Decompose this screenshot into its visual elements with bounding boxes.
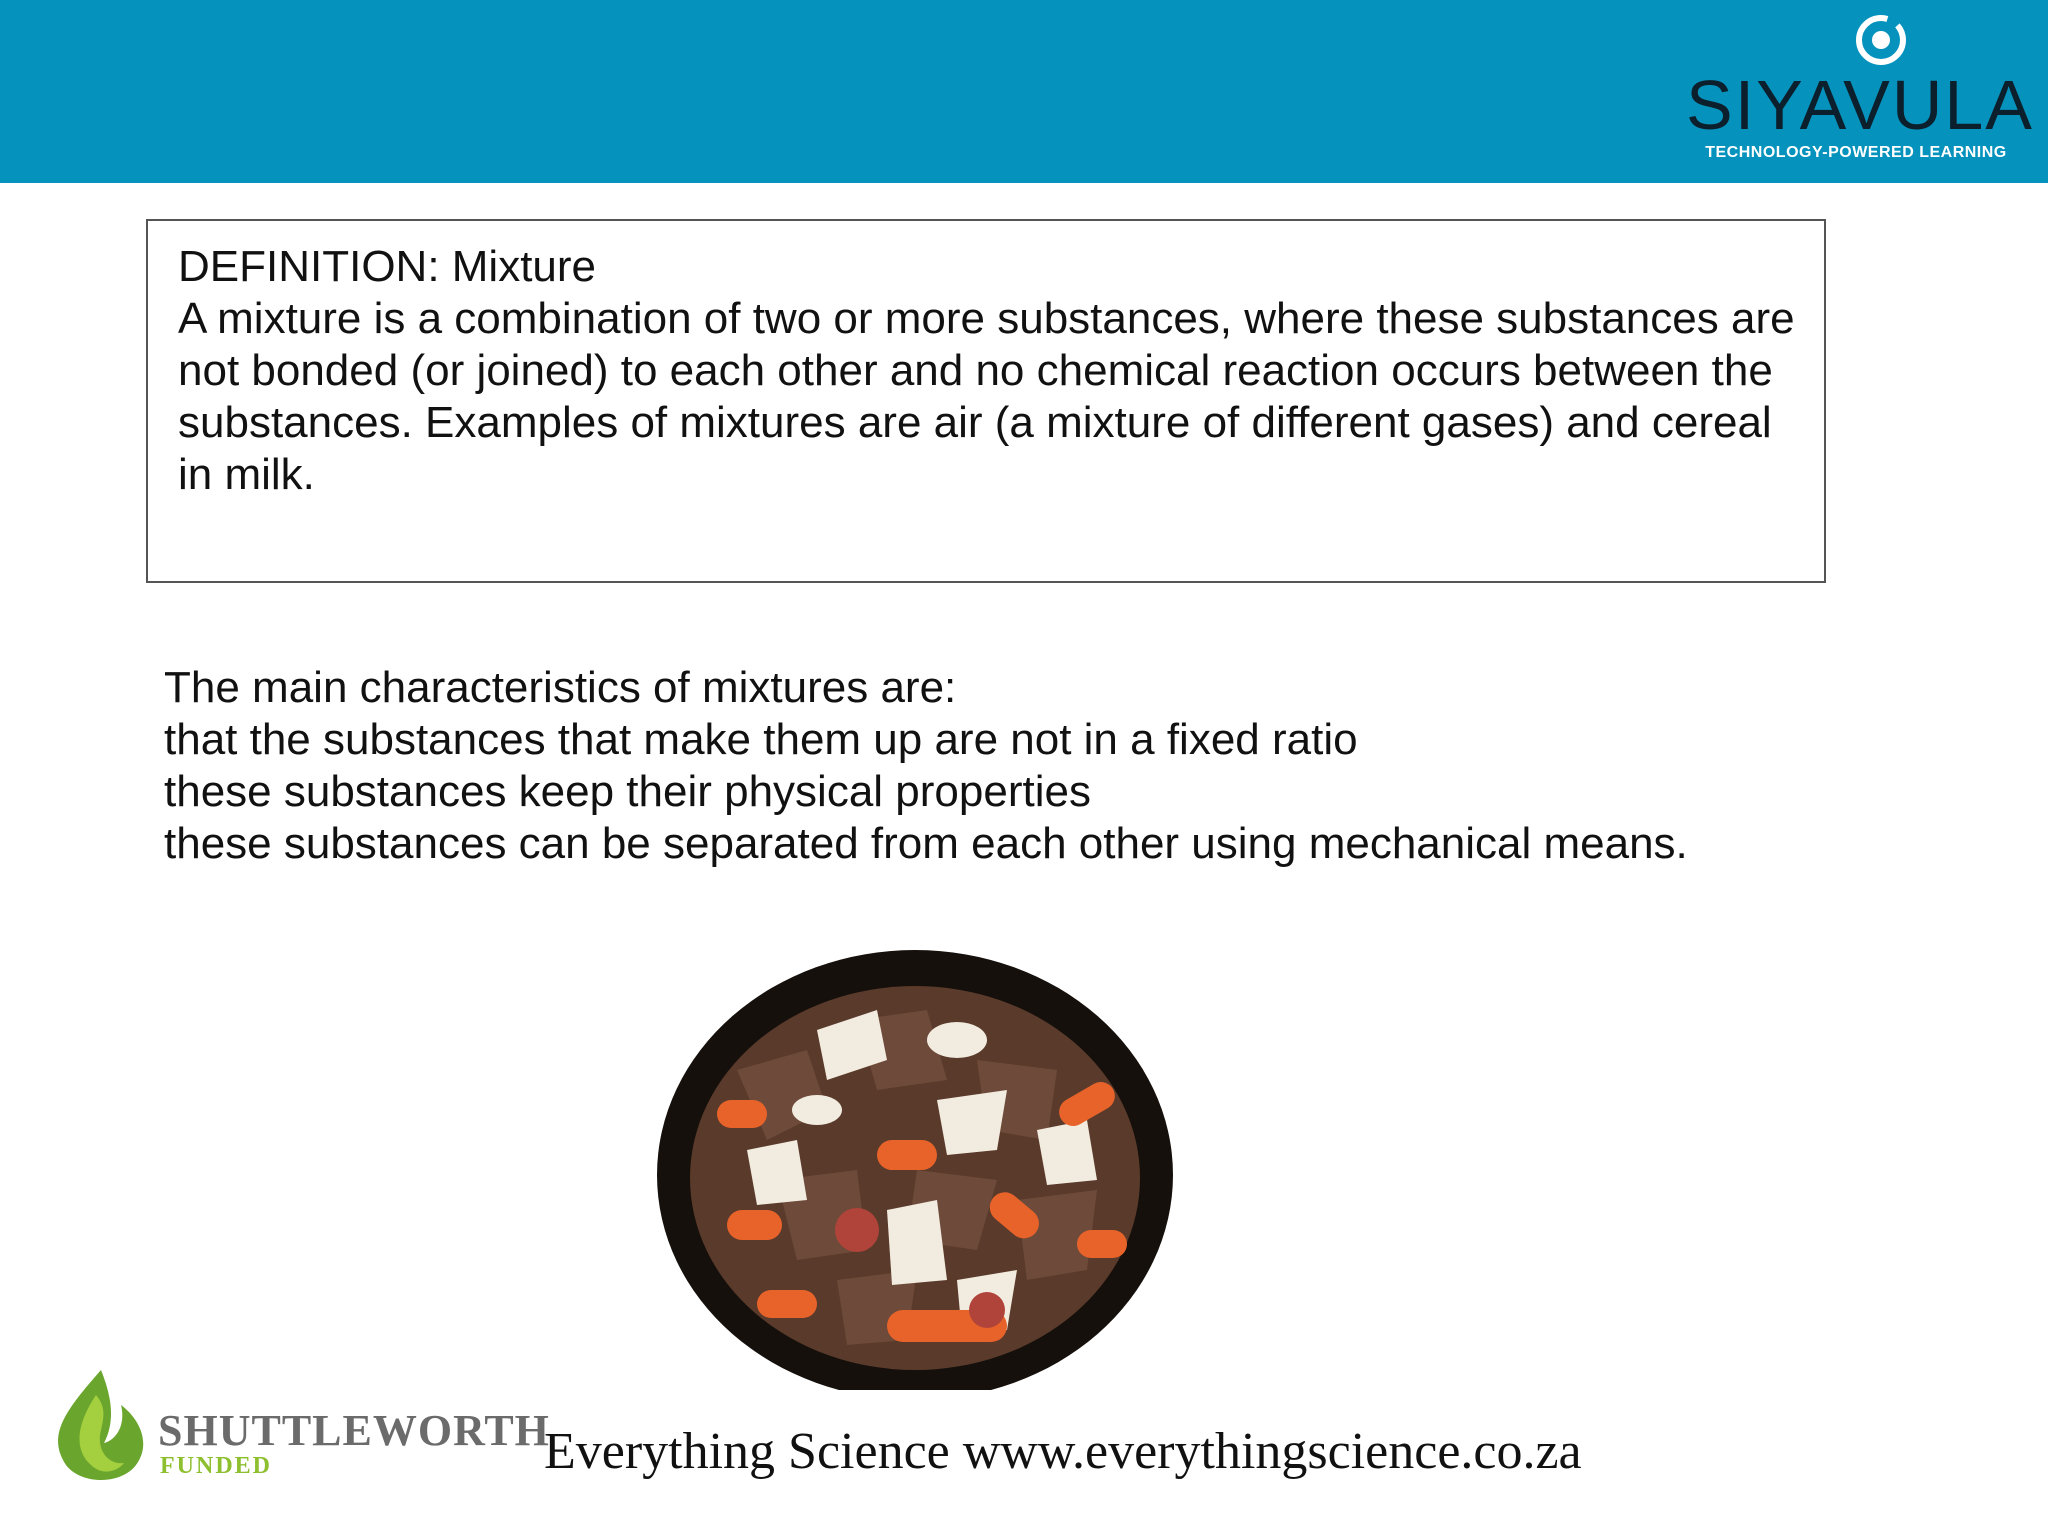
list-item: that the substances that make them up are not in a fixed ratio [164, 715, 1358, 764]
footer-site-text[interactable]: Everything Science www.everythingscience.co.za [544, 1423, 1582, 1480]
siyavula-logo[interactable] [1686, 8, 2034, 168]
list-item: these substances can be separated from each other using mechanical means. [164, 819, 1688, 868]
stew-photo-icon [657, 950, 1173, 1390]
brand-name: SIYAVULA [1686, 66, 2034, 144]
funder-sub: FUNDED [160, 1453, 272, 1479]
characteristics-intro: The main characteristics of mixtures are: [164, 663, 957, 712]
funder-name: SHUTTLEWORTH [158, 1406, 550, 1455]
list-item: these substances keep their physical properties [164, 767, 1091, 816]
stew-photo [657, 950, 1173, 1390]
characteristics-list [164, 662, 2004, 870]
flame-icon [46, 1365, 156, 1485]
siyavula-circle-icon [1686, 8, 2026, 68]
definition-text: A mixture is a combination of two or more substances, where these substances are not bonded (or joined) to each other and no chemical reaction occurs between the substances. Examples of mixtures are air (a mixture of different gases) and cereal in milk. [178, 294, 1795, 499]
definition-box [146, 219, 1826, 583]
brand-tagline: TECHNOLOGY-POWERED LEARNING [1705, 144, 2007, 161]
header-bar [0, 0, 2048, 183]
shuttleworth-logo[interactable] [46, 1365, 550, 1485]
definition-title: DEFINITION: Mixture [178, 242, 597, 291]
